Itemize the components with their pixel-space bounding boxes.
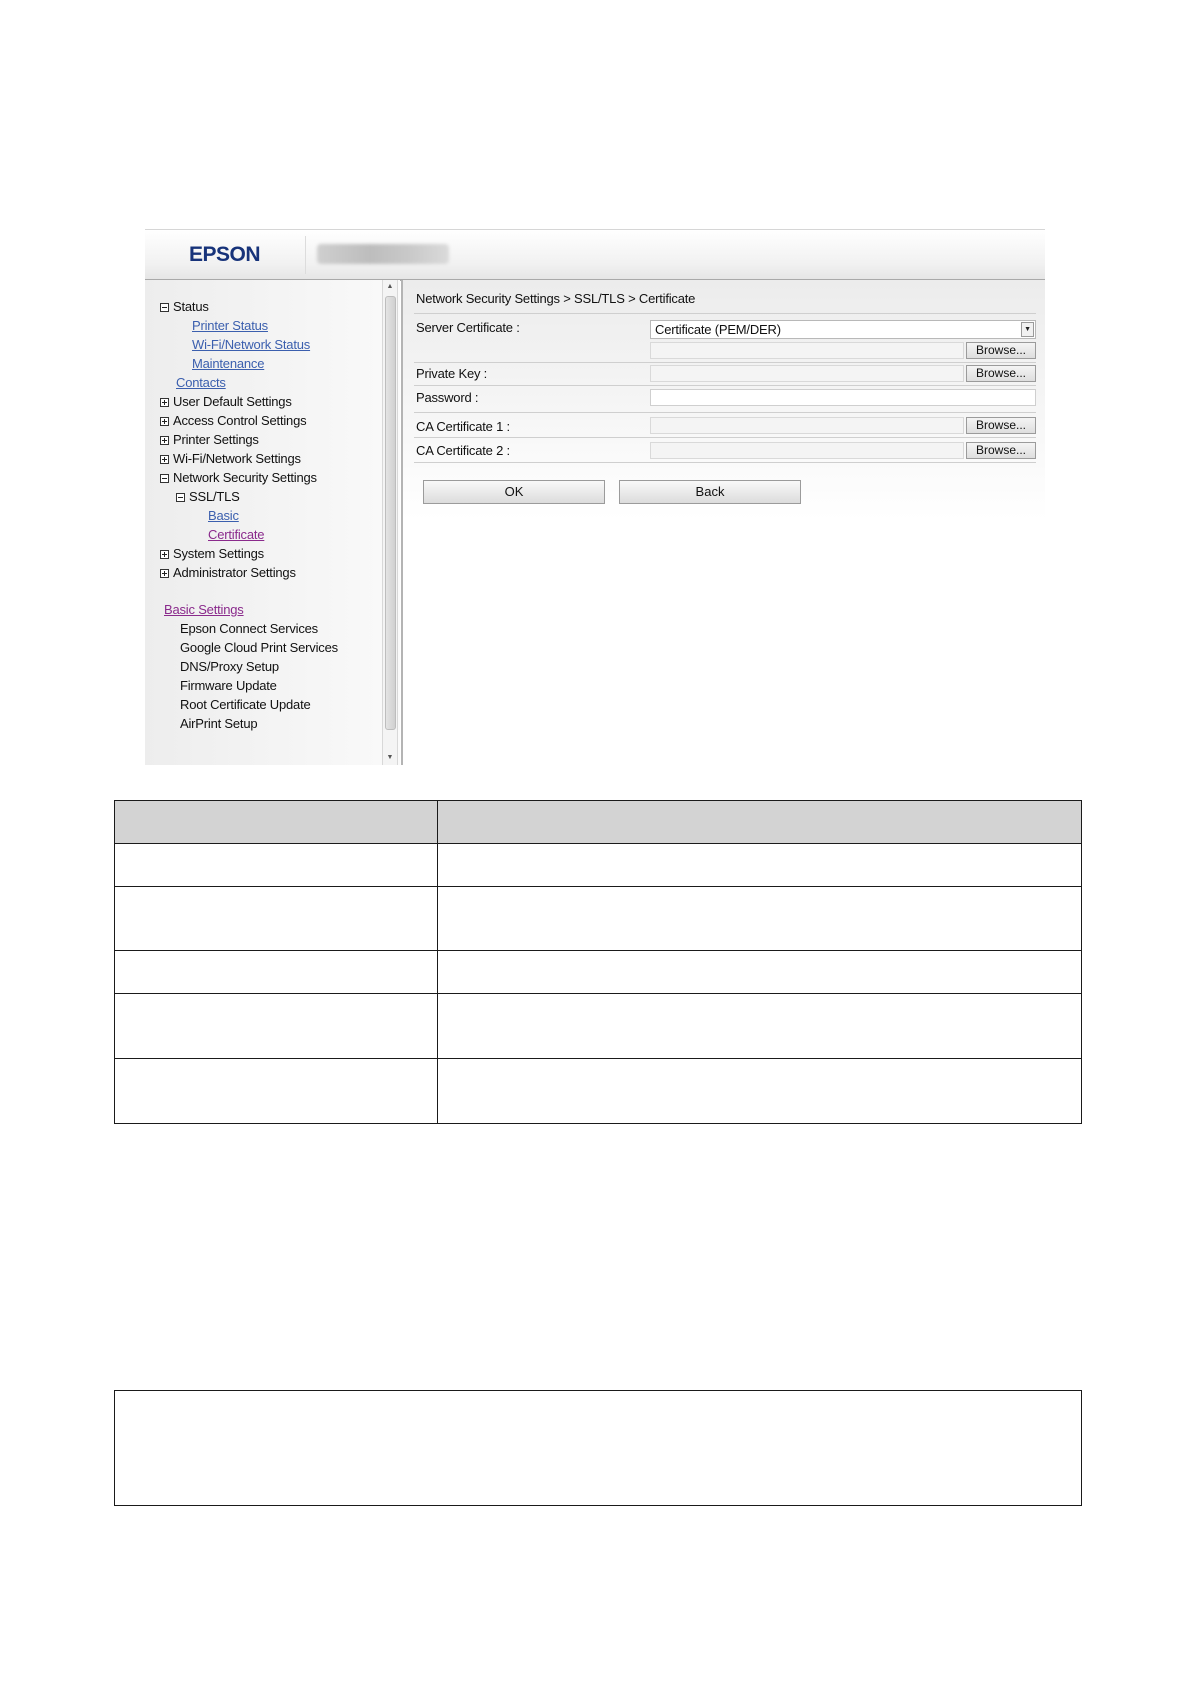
divider (414, 385, 1036, 386)
table-cell (115, 844, 438, 887)
sidebar-item-wifi-network-settings[interactable]: Wi-Fi/Network Settings (160, 451, 301, 467)
breadcrumb: Network Security Settings > SSL/TLS > Certificate (416, 291, 696, 306)
table-row (115, 887, 1082, 951)
table-cell (115, 1059, 438, 1124)
header-divider (305, 236, 306, 274)
server-certificate-browse-button[interactable]: Browse... (966, 342, 1036, 359)
expand-icon[interactable] (160, 569, 169, 578)
password-input[interactable] (650, 389, 1036, 406)
table-cell (115, 994, 438, 1059)
server-certificate-format-select[interactable]: Certificate (PEM/DER) ▼ (650, 320, 1036, 339)
note-box (114, 1390, 1082, 1506)
menu-item-root-certificate-update[interactable]: Root Certificate Update (180, 697, 311, 712)
expand-icon[interactable] (160, 436, 169, 445)
collapse-icon[interactable] (160, 303, 169, 312)
sidebar-item-network-security-settings[interactable]: Network Security Settings (160, 470, 317, 486)
table-cell (115, 951, 438, 994)
web-config-screenshot (145, 229, 1045, 765)
sidebar-item-printer-settings[interactable]: Printer Settings (160, 432, 259, 448)
epson-logo: EPSON (189, 243, 261, 266)
table-row (115, 1059, 1082, 1124)
chevron-down-icon[interactable]: ▼ (1021, 322, 1034, 337)
table-row (115, 994, 1082, 1059)
sidebar-item-wifi-network-status[interactable]: Wi-Fi/Network Status (192, 337, 311, 352)
expand-icon[interactable] (160, 550, 169, 559)
table-row (115, 844, 1082, 887)
sidebar-item-status[interactable]: Status (160, 299, 209, 315)
menu-item-dns-proxy-setup[interactable]: DNS/Proxy Setup (180, 659, 279, 674)
server-certificate-file-field[interactable] (650, 342, 964, 359)
sidebar-item-user-default-settings[interactable]: User Default Settings (160, 394, 292, 410)
ca-certificate-2-label: CA Certificate 2 : (416, 443, 510, 458)
sidebar-item-ssl-tls[interactable]: SSL/TLS (176, 489, 240, 505)
scrollbar-thumb[interactable] (385, 296, 396, 730)
private-key-browse-button[interactable]: Browse... (966, 365, 1036, 382)
menu-item-airprint-setup[interactable]: AirPrint Setup (180, 716, 258, 731)
table-cell (438, 887, 1082, 951)
sidebar-item-access-control-settings[interactable]: Access Control Settings (160, 413, 306, 429)
table-cell (438, 844, 1082, 887)
sidebar (145, 280, 400, 765)
table-cell (438, 994, 1082, 1059)
divider (414, 462, 1036, 463)
sidebar-scrollbar[interactable] (382, 280, 398, 765)
server-certificate-label: Server Certificate : (416, 320, 520, 335)
expand-icon[interactable] (160, 417, 169, 426)
menu-item-google-cloud-print-services[interactable]: Google Cloud Print Services (180, 640, 338, 655)
divider (414, 313, 1036, 314)
ca-certificate-1-browse-button[interactable]: Browse... (966, 417, 1036, 434)
divider (414, 412, 1036, 413)
scroll-down-arrow-icon[interactable]: ▼ (386, 754, 394, 761)
ca-certificate-1-label: CA Certificate 1 : (416, 419, 510, 434)
expand-icon[interactable] (160, 398, 169, 407)
blurred-model-name (317, 244, 449, 264)
sidebar-item-system-settings[interactable]: System Settings (160, 546, 264, 562)
private-key-file-field[interactable] (650, 365, 964, 382)
sidebar-item-contacts[interactable]: Contacts (176, 375, 226, 390)
main-panel (401, 280, 1045, 765)
password-label: Password : (416, 390, 479, 405)
settings-description-table (114, 800, 1082, 1124)
table-cell (438, 951, 1082, 994)
table-cell (115, 887, 438, 951)
menu-item-epson-connect-services[interactable]: Epson Connect Services (180, 621, 318, 636)
menu-item-firmware-update[interactable]: Firmware Update (180, 678, 277, 693)
sidebar-item-administrator-settings[interactable]: Administrator Settings (160, 565, 296, 581)
private-key-label: Private Key : (416, 366, 488, 381)
scroll-up-arrow-icon[interactable]: ▲ (386, 283, 394, 290)
table-row (115, 951, 1082, 994)
ca-certificate-2-file-field[interactable] (650, 442, 964, 459)
divider (414, 362, 1036, 363)
sidebar-item-printer-status[interactable]: Printer Status (192, 318, 268, 333)
table-header-row (115, 801, 1082, 844)
collapse-icon[interactable] (176, 493, 185, 502)
back-button[interactable]: Back (619, 480, 801, 504)
app-header (145, 229, 1045, 281)
table-cell (438, 1059, 1082, 1124)
ca-certificate-1-file-field[interactable] (650, 417, 964, 434)
ca-certificate-2-browse-button[interactable]: Browse... (966, 442, 1036, 459)
collapse-icon[interactable] (160, 474, 169, 483)
ok-button[interactable]: OK (423, 480, 605, 504)
sidebar-item-maintenance[interactable]: Maintenance (192, 356, 265, 371)
table-header-cell (438, 801, 1082, 844)
sidebar-item-basic[interactable]: Basic (208, 508, 239, 523)
sidebar-item-certificate[interactable]: Certificate (208, 527, 265, 542)
expand-icon[interactable] (160, 455, 169, 464)
divider (414, 437, 1036, 438)
basic-settings-link[interactable]: Basic Settings (164, 602, 244, 617)
table-header-cell (115, 801, 438, 844)
